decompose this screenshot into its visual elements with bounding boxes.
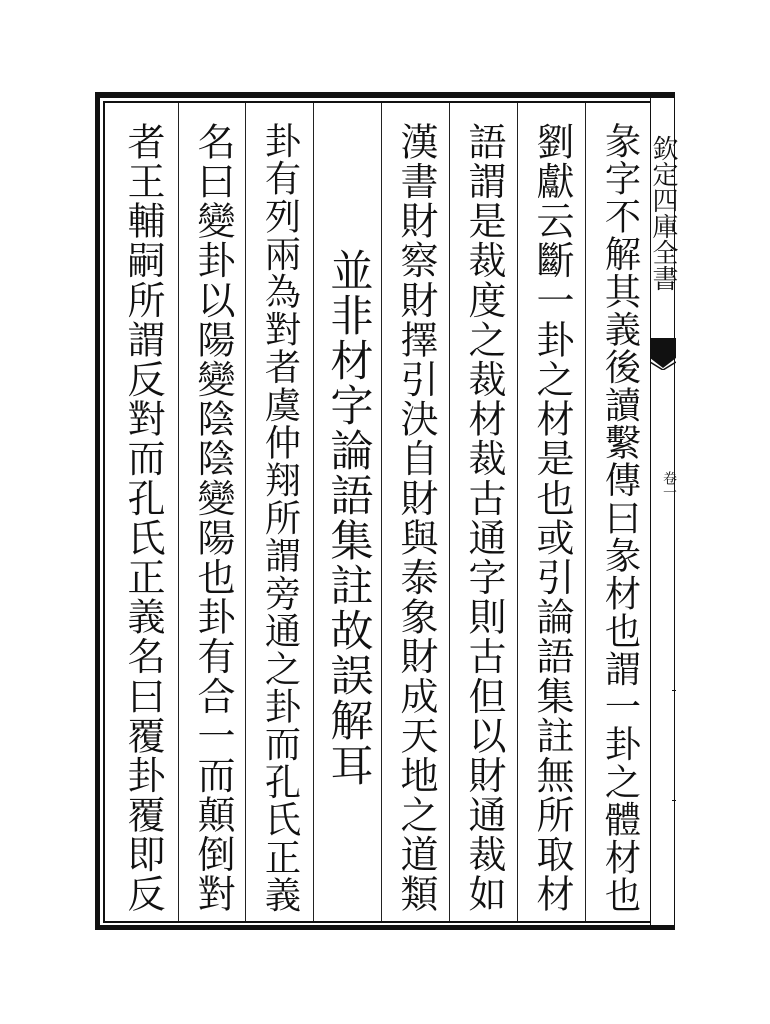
column-rule (517, 103, 518, 921)
text-column-4: 漢書財察財擇引決自財與泰象財成天地之道類 (394, 122, 438, 914)
volume-label: 卷一 (661, 471, 677, 499)
text-column-8: 者王輔嗣所謂反對而孔氏正義名曰覆卦覆即反 (121, 122, 165, 914)
text-column-2: 劉獻云斷一卦之材是也或引論語集註無所取材 (530, 122, 574, 914)
fishtail-mark-icon (650, 338, 676, 370)
column-rule (178, 103, 179, 921)
column-rule (585, 103, 586, 921)
column-rule (381, 103, 382, 921)
margin-tick (672, 690, 676, 691)
frame-inner-top-rule (103, 101, 650, 103)
frame-inner-bottom-rule (103, 921, 650, 923)
text-column-5: 並非材字論語集註故誤解耳 (323, 248, 373, 788)
column-rule (245, 103, 246, 921)
text-column-1: 彖字不解其義後讀繫傳曰彖材也謂一卦之體材也 (599, 122, 642, 914)
text-column-6: 卦有列兩為對者虞仲翔所謂旁通之卦而孔氏正義 (259, 122, 302, 914)
column-rule (313, 103, 314, 921)
text-column-3: 語謂是裁度之裁材裁古通字則古但以財通裁如 (462, 122, 506, 914)
frame-inner-left-rule (103, 101, 105, 923)
book-title: 欽定四庫全書 (648, 134, 678, 291)
margin-tick (672, 800, 676, 801)
text-column-7: 名曰變卦以陽變陰陰變陽也卦有合一而顛倒對 (191, 122, 235, 914)
page-frame (95, 92, 678, 930)
column-rule (449, 103, 450, 921)
